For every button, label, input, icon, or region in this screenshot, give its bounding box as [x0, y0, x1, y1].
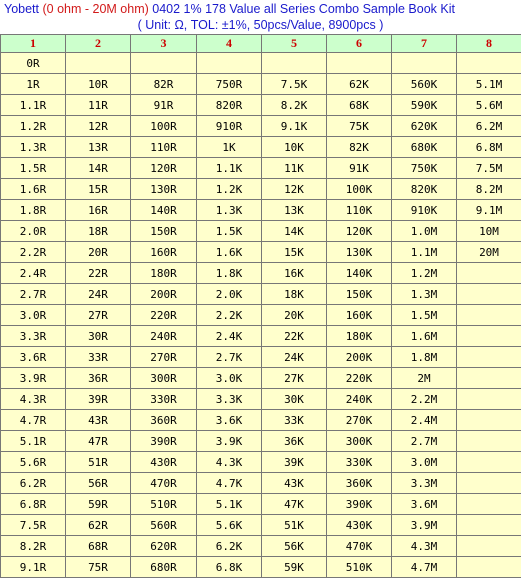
table-cell: 4.7M	[392, 557, 457, 578]
table-row	[1, 473, 521, 494]
table-cell: 510R	[131, 494, 197, 515]
table-cell: 20M	[457, 242, 521, 263]
column-header: 4	[197, 35, 262, 53]
table-cell: 20K	[262, 305, 327, 326]
table-cell: 4.7R	[1, 410, 66, 431]
table-row	[1, 242, 521, 263]
table-cell: 4.3K	[197, 452, 262, 473]
table-cell: 3.0M	[392, 452, 457, 473]
table-cell	[327, 53, 392, 74]
table-cell: 8.2K	[262, 95, 327, 116]
table-cell: 6.8R	[1, 494, 66, 515]
table-cell: 680K	[392, 137, 457, 158]
table-cell	[457, 326, 521, 347]
table-cell: 1R	[1, 74, 66, 95]
table-cell: 7.5M	[457, 158, 521, 179]
table-row	[1, 326, 521, 347]
table-cell: 18K	[262, 284, 327, 305]
table-cell	[457, 263, 521, 284]
table-cell: 3.9M	[392, 515, 457, 536]
table-cell: 560R	[131, 515, 197, 536]
table-cell: 1.2R	[1, 116, 66, 137]
table-cell: 470R	[131, 473, 197, 494]
table-cell: 56R	[66, 473, 131, 494]
table-cell: 360R	[131, 410, 197, 431]
table-cell: 8.2M	[457, 179, 521, 200]
table-cell: 33K	[262, 410, 327, 431]
table-cell: 220R	[131, 305, 197, 326]
table-cell	[66, 53, 131, 74]
table-row	[1, 410, 521, 431]
table-cell: 22K	[262, 326, 327, 347]
title-brand: Yobett	[4, 2, 39, 16]
table-cell: 7.5R	[1, 515, 66, 536]
table-cell: 24R	[66, 284, 131, 305]
table-cell: 3.3K	[197, 389, 262, 410]
table-cell: 3.0K	[197, 368, 262, 389]
table-cell: 39R	[66, 389, 131, 410]
table-cell: 360K	[327, 473, 392, 494]
table-cell: 2.4R	[1, 263, 66, 284]
table-cell: 330K	[327, 452, 392, 473]
table-cell: 130K	[327, 242, 392, 263]
table-cell: 59R	[66, 494, 131, 515]
table-cell: 2.0R	[1, 221, 66, 242]
column-header: 2	[66, 35, 131, 53]
table-cell: 180K	[327, 326, 392, 347]
table-cell	[457, 389, 521, 410]
table-cell: 2.7M	[392, 431, 457, 452]
table-cell: 100R	[131, 116, 197, 137]
table-cell: 12K	[262, 179, 327, 200]
table-row	[1, 305, 521, 326]
table-row	[1, 536, 521, 557]
table-cell	[262, 53, 327, 74]
table-cell: 1.5R	[1, 158, 66, 179]
table-cell: 1.5M	[392, 305, 457, 326]
resistor-value-table	[0, 34, 521, 578]
table-cell: 75R	[66, 557, 131, 578]
table-cell	[197, 53, 262, 74]
table-cell: 91R	[131, 95, 197, 116]
table-cell: 2.0K	[197, 284, 262, 305]
table-row	[1, 221, 521, 242]
table-cell: 110K	[327, 200, 392, 221]
table-cell: 300K	[327, 431, 392, 452]
table-cell: 62K	[327, 74, 392, 95]
table-cell: 2.4M	[392, 410, 457, 431]
table-row	[1, 347, 521, 368]
table-row	[1, 431, 521, 452]
table-cell: 10M	[457, 221, 521, 242]
table-cell: 240R	[131, 326, 197, 347]
table-cell: 2.2M	[392, 389, 457, 410]
table-cell: 0R	[1, 53, 66, 74]
table-cell: 470K	[327, 536, 392, 557]
table-cell: 2.2R	[1, 242, 66, 263]
table-cell: 36R	[66, 368, 131, 389]
table-row	[1, 137, 521, 158]
table-cell: 82R	[131, 74, 197, 95]
table-cell: 910R	[197, 116, 262, 137]
table-cell: 2.4K	[197, 326, 262, 347]
table-cell: 3.6K	[197, 410, 262, 431]
table-cell: 5.6K	[197, 515, 262, 536]
table-row	[1, 95, 521, 116]
table-cell: 13K	[262, 200, 327, 221]
table-cell	[457, 473, 521, 494]
table-cell: 6.2K	[197, 536, 262, 557]
table-cell: 750K	[392, 158, 457, 179]
table-cell: 150K	[327, 284, 392, 305]
table-cell: 270R	[131, 347, 197, 368]
table-cell: 1K	[197, 137, 262, 158]
table-cell: 56K	[262, 536, 327, 557]
table-cell: 16R	[66, 200, 131, 221]
table-cell: 4.7K	[197, 473, 262, 494]
table-cell: 51K	[262, 515, 327, 536]
table-row	[1, 158, 521, 179]
table-row	[1, 494, 521, 515]
table-cell: 2M	[392, 368, 457, 389]
table-body	[1, 35, 521, 578]
table-cell: 1.2K	[197, 179, 262, 200]
table-cell: 20R	[66, 242, 131, 263]
table-cell: 1.1M	[392, 242, 457, 263]
table-cell	[457, 536, 521, 557]
table-cell: 6.2M	[457, 116, 521, 137]
table-cell: 820K	[392, 179, 457, 200]
table-row	[1, 53, 521, 74]
table-cell: 820R	[197, 95, 262, 116]
table-cell: 82K	[327, 137, 392, 158]
table-cell: 3.9K	[197, 431, 262, 452]
table-cell: 27R	[66, 305, 131, 326]
table-cell: 4.3R	[1, 389, 66, 410]
table-cell: 18R	[66, 221, 131, 242]
table-cell: 560K	[392, 74, 457, 95]
table-cell: 75K	[327, 116, 392, 137]
table-cell: 510K	[327, 557, 392, 578]
table-cell: 1.6R	[1, 179, 66, 200]
table-cell: 10R	[66, 74, 131, 95]
table-cell: 200R	[131, 284, 197, 305]
title-line-2: ( Unit: Ω, TOL: ±1%, 50pcs/Value, 8900pcs )	[0, 17, 521, 33]
table-cell: 140K	[327, 263, 392, 284]
table-cell	[457, 368, 521, 389]
table-cell: 140R	[131, 200, 197, 221]
table-cell	[457, 431, 521, 452]
table-cell: 1.3R	[1, 137, 66, 158]
table-cell: 1.3M	[392, 284, 457, 305]
table-cell	[457, 53, 521, 74]
table-cell: 22R	[66, 263, 131, 284]
table-cell	[457, 347, 521, 368]
table-cell: 30K	[262, 389, 327, 410]
title-description: 0402 1% 178 Value all Series Combo Sample Book Kit	[152, 2, 455, 16]
table-cell: 3.3R	[1, 326, 66, 347]
table-cell: 8.2R	[1, 536, 66, 557]
table-cell: 30R	[66, 326, 131, 347]
table-cell: 5.1K	[197, 494, 262, 515]
table-row	[1, 557, 521, 578]
table-cell: 1.5K	[197, 221, 262, 242]
table-cell: 14K	[262, 221, 327, 242]
table-cell: 1.2M	[392, 263, 457, 284]
table-cell: 4.3M	[392, 536, 457, 557]
table-cell: 110R	[131, 137, 197, 158]
table-cell: 43K	[262, 473, 327, 494]
table-cell: 160K	[327, 305, 392, 326]
table-cell: 1.8M	[392, 347, 457, 368]
table-cell: 620K	[392, 116, 457, 137]
table-cell: 390R	[131, 431, 197, 452]
table-cell: 6.8M	[457, 137, 521, 158]
table-cell	[392, 53, 457, 74]
table-cell: 3.3M	[392, 473, 457, 494]
column-header: 7	[392, 35, 457, 53]
table-cell: 13R	[66, 137, 131, 158]
table-cell: 36K	[262, 431, 327, 452]
table-cell: 2.7K	[197, 347, 262, 368]
table-cell: 5.1M	[457, 74, 521, 95]
table-cell: 59K	[262, 557, 327, 578]
table-cell: 9.1R	[1, 557, 66, 578]
table-cell: 1.3K	[197, 200, 262, 221]
table-row	[1, 389, 521, 410]
title-line-1	[4, 1, 455, 17]
table-cell: 2.2K	[197, 305, 262, 326]
table-cell: 100K	[327, 179, 392, 200]
table-row	[1, 284, 521, 305]
table-cell	[457, 557, 521, 578]
table-cell: 220K	[327, 368, 392, 389]
table-cell: 200K	[327, 347, 392, 368]
table-cell: 120R	[131, 158, 197, 179]
title-range: (0 ohm - 20M ohm)	[42, 2, 148, 16]
column-header: 5	[262, 35, 327, 53]
column-header: 3	[131, 35, 197, 53]
table-row	[1, 200, 521, 221]
column-header: 1	[1, 35, 66, 53]
table-cell: 590K	[392, 95, 457, 116]
table-cell: 14R	[66, 158, 131, 179]
table-cell: 3.9R	[1, 368, 66, 389]
table-cell: 3.6M	[392, 494, 457, 515]
table-cell: 27K	[262, 368, 327, 389]
table-cell: 33R	[66, 347, 131, 368]
table-cell: 240K	[327, 389, 392, 410]
table-cell: 160R	[131, 242, 197, 263]
table-cell: 430R	[131, 452, 197, 473]
table-row	[1, 515, 521, 536]
table-row	[1, 263, 521, 284]
table-cell: 15R	[66, 179, 131, 200]
table-cell: 1.8K	[197, 263, 262, 284]
table-cell: 5.1R	[1, 431, 66, 452]
table-cell: 51R	[66, 452, 131, 473]
table-cell: 5.6R	[1, 452, 66, 473]
table-cell: 430K	[327, 515, 392, 536]
table-cell	[457, 410, 521, 431]
table-cell: 1.0M	[392, 221, 457, 242]
table-cell: 750R	[197, 74, 262, 95]
table-cell: 680R	[131, 557, 197, 578]
title-block	[0, 0, 521, 34]
table-cell: 150R	[131, 221, 197, 242]
header-row	[1, 35, 521, 53]
table-cell: 6.8K	[197, 557, 262, 578]
table-cell: 15K	[262, 242, 327, 263]
table-cell: 43R	[66, 410, 131, 431]
table-cell: 9.1K	[262, 116, 327, 137]
table-cell: 300R	[131, 368, 197, 389]
table-cell: 5.6M	[457, 95, 521, 116]
table-cell: 130R	[131, 179, 197, 200]
table-row	[1, 116, 521, 137]
table-cell: 620R	[131, 536, 197, 557]
table-cell: 47K	[262, 494, 327, 515]
table-cell: 180R	[131, 263, 197, 284]
table-cell: 120K	[327, 221, 392, 242]
table-cell: 1.8R	[1, 200, 66, 221]
table-cell	[457, 452, 521, 473]
column-header: 8	[457, 35, 521, 53]
table-row	[1, 368, 521, 389]
table-cell: 330R	[131, 389, 197, 410]
table-cell: 1.1K	[197, 158, 262, 179]
table-cell: 68K	[327, 95, 392, 116]
table-cell: 1.6K	[197, 242, 262, 263]
column-header: 6	[327, 35, 392, 53]
table-cell: 39K	[262, 452, 327, 473]
table-cell: 3.0R	[1, 305, 66, 326]
table-cell: 10K	[262, 137, 327, 158]
table-cell	[457, 515, 521, 536]
table-cell: 7.5K	[262, 74, 327, 95]
table-cell: 9.1M	[457, 200, 521, 221]
table-cell: 62R	[66, 515, 131, 536]
table-cell: 91K	[327, 158, 392, 179]
table-cell: 270K	[327, 410, 392, 431]
table-cell	[457, 494, 521, 515]
table-cell: 11R	[66, 95, 131, 116]
table-cell: 1.6M	[392, 326, 457, 347]
table-cell	[131, 53, 197, 74]
table-cell: 12R	[66, 116, 131, 137]
table-row	[1, 179, 521, 200]
table-cell: 3.6R	[1, 347, 66, 368]
table-cell	[457, 305, 521, 326]
table-cell: 11K	[262, 158, 327, 179]
table-cell: 16K	[262, 263, 327, 284]
table-cell: 6.2R	[1, 473, 66, 494]
table-cell: 24K	[262, 347, 327, 368]
table-cell: 68R	[66, 536, 131, 557]
table-cell: 1.1R	[1, 95, 66, 116]
table-cell: 47R	[66, 431, 131, 452]
table-cell: 2.7R	[1, 284, 66, 305]
table-cell: 910K	[392, 200, 457, 221]
table-row	[1, 452, 521, 473]
table-cell: 390K	[327, 494, 392, 515]
table-cell	[457, 284, 521, 305]
table-row	[1, 74, 521, 95]
